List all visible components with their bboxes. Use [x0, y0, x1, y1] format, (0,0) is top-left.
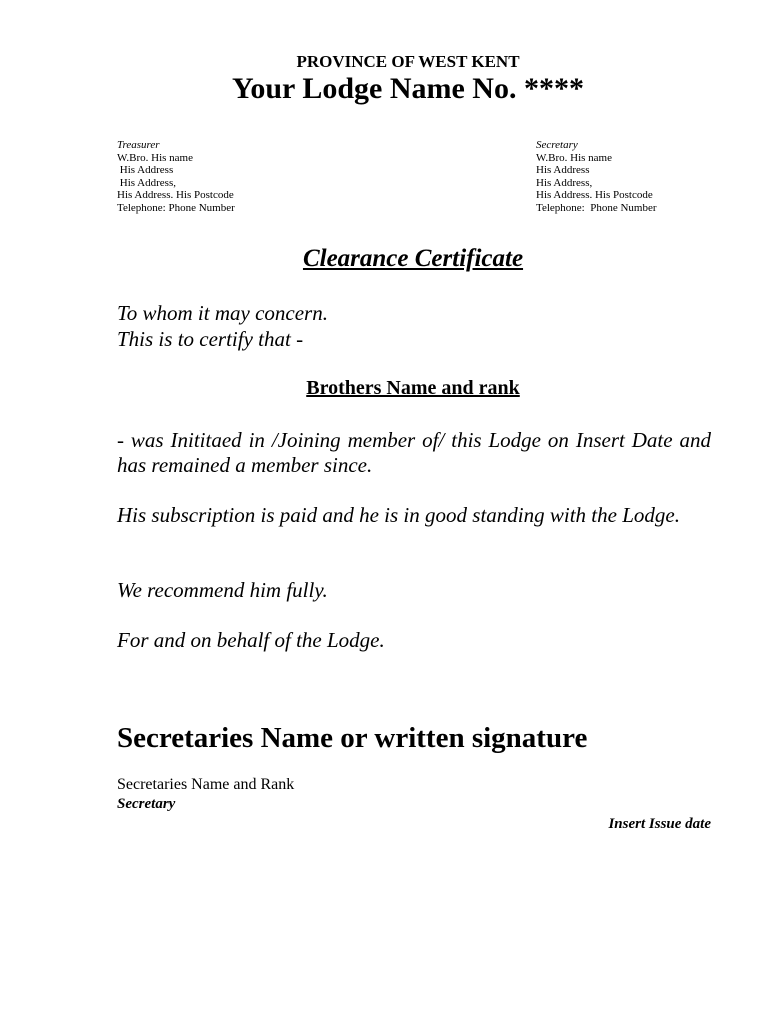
secretary-address-line-3: His Address. His Postcode	[536, 189, 653, 201]
certify-line: This is to certify that -	[117, 327, 304, 351]
secretary-contact-block	[536, 139, 657, 214]
on-behalf-paragraph: For and on behalf of the Lodge.	[117, 628, 385, 652]
signature-line: Secretaries Name or written signature	[117, 722, 588, 754]
issue-date: Insert Issue date	[608, 816, 711, 832]
treasurer-telephone: Telephone: Phone Number	[117, 201, 235, 214]
treasurer-contact-block	[117, 139, 235, 214]
to-whom-line: To whom it may concern.	[117, 301, 328, 325]
treasurer-role-label: Treasurer	[117, 139, 160, 151]
brother-name-heading: Brothers Name and rank	[306, 377, 520, 399]
lodge-name-heading: Your Lodge Name No. ****	[232, 72, 584, 105]
secretary-name: W.Bro. His name	[536, 151, 612, 164]
membership-paragraph: - was Inititaed in /Joining member of/ this Lodge on Insert Date and has remained a member since.	[117, 428, 711, 477]
subscription-paragraph: His subscription is paid and he is in good standing with the Lodge.	[117, 503, 680, 527]
secretary-address-line-1: His Address	[536, 164, 590, 176]
secretary-telephone: Telephone: Phone Number	[536, 201, 657, 214]
secretary-address-line-2: His Address,	[536, 176, 593, 189]
treasurer-address-line-2: His Address,	[117, 176, 176, 189]
secretary-role-label: Secretary	[536, 139, 578, 151]
province-heading: PROVINCE OF WEST KENT	[296, 52, 520, 71]
secretary-name-and-rank: Secretaries Name and Rank	[117, 776, 295, 793]
certificate-title: Clearance Certificate	[302, 245, 524, 272]
treasurer-name: W.Bro. His name	[117, 151, 193, 164]
secretary-title: Secretary	[117, 796, 176, 812]
recommendation-paragraph: We recommend him fully.	[117, 578, 328, 602]
treasurer-address-line-1: His Address	[117, 164, 174, 176]
treasurer-address-line-3: His Address. His Postcode	[117, 189, 234, 201]
salutation-block	[117, 300, 328, 352]
